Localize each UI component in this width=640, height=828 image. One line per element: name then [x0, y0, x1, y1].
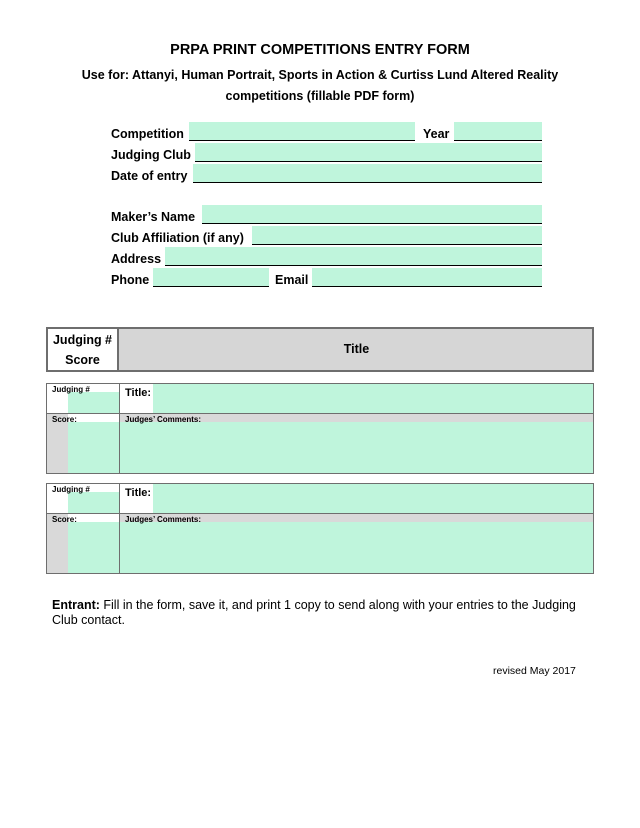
revision-note: revised May 2017 — [493, 665, 576, 677]
score-header-text: Score — [65, 353, 100, 367]
year-label: Year — [423, 127, 450, 141]
title-label-1: Title: — [125, 387, 152, 399]
address-label: Address — [111, 252, 162, 266]
club-affiliation-label: Club Affiliation (if any) — [111, 231, 244, 245]
score-label-1: Score: — [52, 415, 77, 424]
makers-name-field[interactable] — [202, 205, 542, 224]
judging-number-label-1: Judging # — [52, 385, 90, 394]
judging-number-label-2: Judging # — [52, 485, 90, 494]
judging-number-field-2[interactable] — [68, 492, 119, 513]
judging-club-field[interactable] — [195, 143, 542, 162]
entries-table-header — [46, 327, 594, 372]
entrant-instructions-text: Fill in the form, save it, and print 1 copy to send along with your entries to the Judging Club contact. — [52, 598, 576, 627]
subtitle-line-2: competitions (fillable PDF form) — [225, 89, 415, 103]
judging-score-header — [48, 329, 119, 370]
title-field-1[interactable] — [153, 384, 593, 413]
year-field[interactable] — [454, 122, 542, 141]
date-of-entry-field[interactable] — [193, 164, 542, 183]
makers-name-label: Maker’s Name — [111, 210, 196, 224]
title-field-2[interactable] — [153, 484, 593, 513]
title-header: Title — [343, 342, 370, 356]
entry-block-1 — [46, 383, 594, 474]
phone-field[interactable] — [153, 268, 269, 287]
judging-club-label: Judging Club — [111, 148, 191, 162]
comments-field-2[interactable] — [120, 522, 593, 573]
judging-number-field-1[interactable] — [68, 392, 119, 413]
competition-label: Competition — [111, 127, 184, 141]
entry-block-2 — [46, 483, 594, 574]
subtitle-line-1: Use for: Attanyi, Human Portrait, Sports in Action & Curtiss Lund Altered Reality — [81, 68, 559, 82]
address-field[interactable] — [165, 247, 542, 266]
score-field-1[interactable] — [68, 422, 119, 473]
competition-field[interactable] — [189, 122, 415, 141]
comments-label-2: Judges’ Comments: — [125, 515, 202, 524]
judging-header-text: Judging # — [52, 333, 113, 347]
form-subtitle — [70, 65, 570, 107]
entrant-instructions — [52, 598, 592, 628]
entry-divider-h-2 — [47, 513, 593, 514]
email-label: Email — [275, 273, 309, 287]
club-affiliation-field[interactable] — [252, 226, 542, 245]
date-of-entry-label: Date of entry — [111, 169, 188, 183]
form-title: PRPA PRINT COMPETITIONS ENTRY FORM — [170, 42, 470, 58]
score-label-2: Score: — [52, 515, 77, 524]
score-field-2[interactable] — [68, 522, 119, 573]
entry-divider-v-2 — [119, 484, 120, 573]
entrant-label: Entrant: — [52, 598, 100, 612]
phone-label: Phone — [111, 273, 150, 287]
entry-divider-v-1 — [119, 384, 120, 473]
email-field[interactable] — [312, 268, 542, 287]
comments-label-1: Judges’ Comments: — [125, 415, 202, 424]
comments-field-1[interactable] — [120, 422, 593, 473]
title-label-2: Title: — [125, 487, 152, 499]
entry-divider-h-1 — [47, 413, 593, 414]
